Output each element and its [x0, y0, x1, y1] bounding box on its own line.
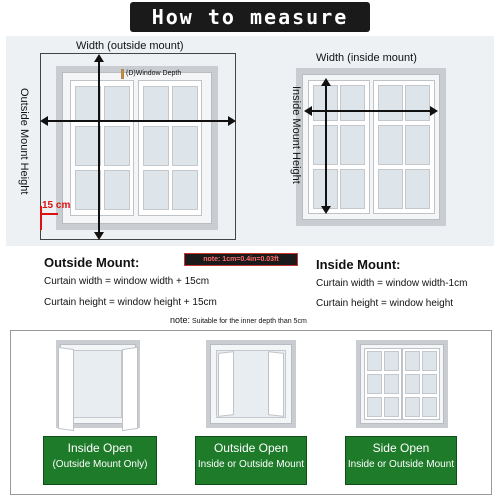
inside-mount-title: Inside Mount:: [316, 257, 401, 272]
width-arrow: [42, 120, 234, 122]
inside-open-button[interactable]: [43, 436, 157, 485]
window-pane: [367, 351, 382, 371]
window-pane: [405, 125, 430, 165]
window-pane: [172, 86, 198, 122]
height-arrow: [325, 80, 327, 212]
depth-note-prefix: note:: [170, 315, 191, 325]
window-pane: [143, 126, 169, 166]
window-pane: [405, 169, 430, 209]
outside-height-rule: Curtain height = window height + 15cm: [44, 297, 217, 308]
window-pane: [367, 374, 382, 394]
open-sash-left: [218, 351, 234, 417]
window-pane: [172, 126, 198, 166]
window-pane: [378, 85, 403, 121]
window-pane: [422, 351, 437, 371]
arrow-left-icon: [304, 106, 312, 116]
window-pane: [384, 374, 399, 394]
inside-open-label: Inside Open: [67, 441, 133, 455]
window-pane: [384, 351, 399, 371]
window-pane: [422, 397, 437, 417]
open-sash-left: [58, 347, 74, 431]
window-opening: [70, 350, 122, 418]
depth-marker: [121, 69, 124, 79]
window-pane: [340, 169, 365, 209]
arrow-up-icon: [321, 78, 331, 86]
arrow-left-icon: [40, 116, 48, 126]
window-pane: [405, 397, 420, 417]
arrow-up-icon: [94, 54, 104, 62]
outside-open-button[interactable]: [195, 436, 307, 485]
open-sash-right: [122, 347, 138, 431]
window-pane: [340, 85, 365, 121]
window-pane: [378, 125, 403, 165]
inside-width-rule: Curtain width = window width-1cm: [316, 278, 468, 289]
window-pane: [367, 397, 382, 417]
side-open-button[interactable]: [345, 436, 457, 485]
window-pane: [405, 85, 430, 121]
window-pane: [104, 170, 130, 210]
window-pane: [172, 170, 198, 210]
outside-width-label: Width (outside mount): [76, 40, 184, 52]
window-pane: [104, 126, 130, 166]
outside-open-sublabel: Inside or Outside Mount: [197, 459, 305, 470]
window-pane: [422, 374, 437, 394]
window-pane: [143, 170, 169, 210]
depth-note: [170, 315, 307, 325]
overlap-tick: [40, 206, 42, 230]
side-open-label: Side Open: [372, 441, 430, 455]
outside-mount-title: Outside Mount:: [44, 255, 140, 270]
height-arrow: [98, 56, 100, 238]
window-pane: [384, 397, 399, 417]
header-banner: [130, 2, 370, 32]
conversion-note-text: note: 1cm=0.4in=0.03ft: [203, 256, 279, 263]
window-pane: [104, 86, 130, 122]
open-sash-right: [268, 351, 284, 417]
inside-height-rule: Curtain height = window height: [316, 298, 454, 309]
outside-open-label: Outside Open: [213, 441, 289, 455]
inside-width-label: Width (inside mount): [316, 52, 417, 64]
overlap-label: 15 cm: [42, 200, 71, 211]
depth-note-text: Suitable for the inner depth than 5cm: [190, 318, 307, 325]
inside-height-label: Inside Mount Height: [290, 86, 302, 184]
window-pane: [405, 351, 420, 371]
outside-height-label: Outside Mount Height: [18, 88, 30, 195]
side-open-sublabel: Inside or Outside Mount: [347, 459, 455, 470]
window-pane: [143, 86, 169, 122]
arrow-right-icon: [228, 116, 236, 126]
arrow-down-icon: [321, 206, 331, 214]
depth-label: (D)Window Depth: [126, 70, 182, 77]
window-pane: [405, 374, 420, 394]
arrow-right-icon: [430, 106, 438, 116]
window-pane: [340, 125, 365, 165]
arrow-down-icon: [94, 232, 104, 240]
inside-open-sublabel: (Outside Mount Only): [52, 459, 148, 470]
overlap-arrow: [40, 213, 58, 215]
conversion-note: [184, 253, 298, 266]
outside-width-rule: Curtain width = window width + 15cm: [44, 276, 210, 287]
window-pane: [378, 169, 403, 209]
page-title: How to measure: [151, 5, 349, 29]
